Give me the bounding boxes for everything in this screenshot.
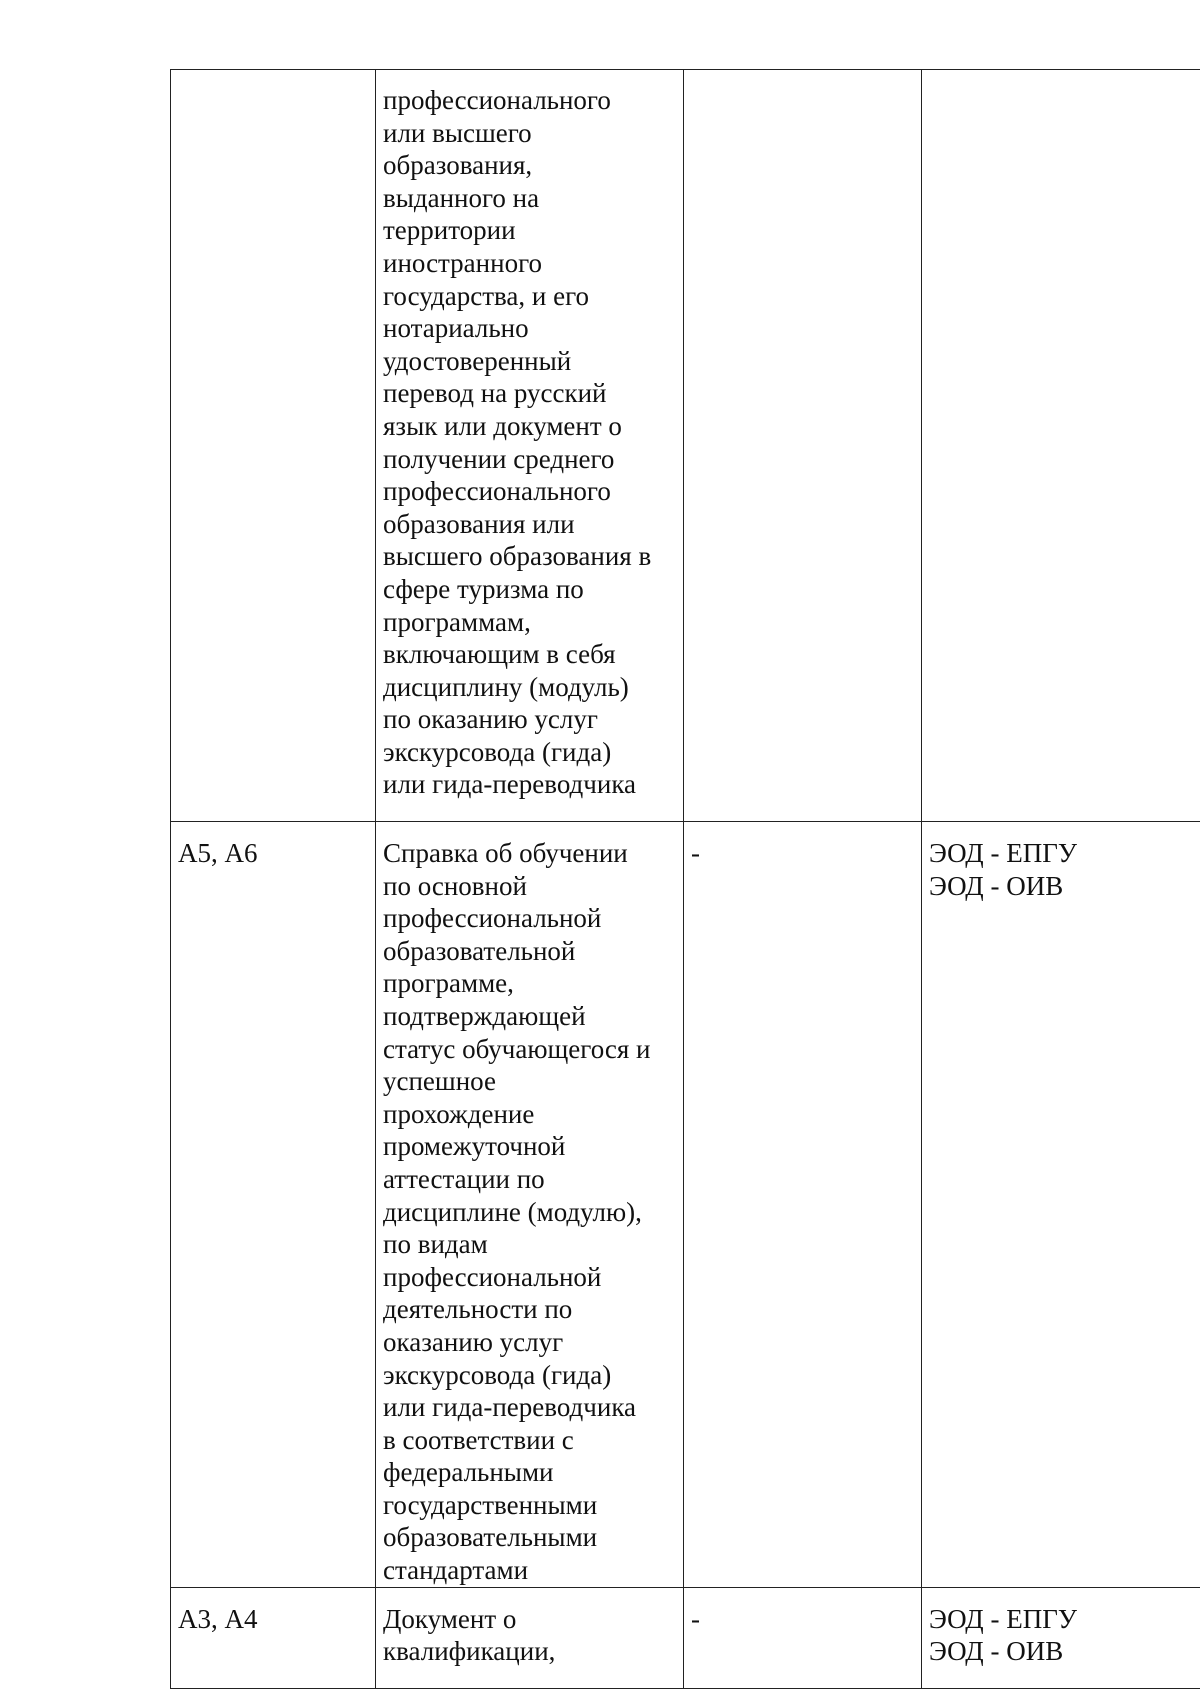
- text-line: ЭОД - ОИВ: [929, 870, 1064, 901]
- text-line: Документ о: [383, 1603, 517, 1634]
- table-cell-format: [922, 822, 1200, 1588]
- document-table: [170, 69, 1200, 1689]
- text-line: статус обучающегося и: [383, 1033, 651, 1064]
- text-line: деятельности по: [383, 1294, 573, 1325]
- text-line: профессионального: [383, 476, 611, 507]
- text-line: получении среднего: [383, 443, 615, 474]
- text-line: территории: [383, 215, 516, 246]
- text-line: язык или документ о: [383, 410, 622, 441]
- text-line: высшего образования в: [383, 541, 652, 572]
- text-line: включающим в себя: [383, 639, 616, 670]
- text-line: программам,: [383, 606, 531, 637]
- text-line: прохождение: [383, 1098, 535, 1129]
- text-line: профессиональной: [383, 903, 602, 934]
- text-line: сфере туризма по: [383, 573, 584, 604]
- text-line: образования или: [383, 508, 575, 539]
- text-line: экскурсовода (гида): [383, 736, 612, 767]
- text-line: государственными: [383, 1489, 598, 1520]
- table-cell-dash: [684, 70, 922, 822]
- text-line: дисциплине (модулю),: [383, 1196, 642, 1227]
- text-line: успешное: [383, 1066, 496, 1097]
- text-line: промежуточной: [383, 1131, 566, 1162]
- text-line: оказанию услуг: [383, 1326, 564, 1357]
- table-row: [171, 1587, 1200, 1688]
- text-line: Справка об обучении: [383, 838, 628, 868]
- table-row: [171, 70, 1200, 822]
- table-row: [171, 822, 1200, 1588]
- text-line: дисциплину (модуль): [383, 671, 629, 702]
- table-cell-format: [922, 70, 1200, 822]
- text-line: выданного на: [383, 182, 540, 213]
- text-line: по оказанию услуг: [383, 704, 598, 735]
- text-line: аттестации по: [383, 1163, 545, 1194]
- text-line: или высшего: [383, 117, 532, 148]
- text-line: ЭОД - ЕПГУ: [929, 1603, 1077, 1634]
- text-line: образовательной: [383, 935, 576, 966]
- text-line: профессиональной: [383, 1261, 602, 1292]
- text-line: перевод на русский: [383, 378, 607, 409]
- table-cell-code: А3, А4: [171, 1587, 376, 1688]
- text-line: подтверждающей: [383, 1000, 586, 1031]
- table-cell-dash: -: [684, 1587, 922, 1688]
- table-cell-code: А5, А6: [171, 822, 376, 1588]
- text-line: или гида-переводчика: [383, 769, 637, 800]
- text-line: квалификации,: [383, 1636, 556, 1667]
- table-cell-document: [376, 1587, 684, 1688]
- table-cell-document: [376, 70, 684, 822]
- text-line: образовательными: [383, 1522, 598, 1553]
- text-line: ЭОД - ОИВ: [929, 1636, 1064, 1667]
- table-cell-code: [171, 70, 376, 822]
- text-line: иностранного: [383, 247, 542, 278]
- text-line: образования,: [383, 150, 533, 181]
- table-cell-document: [376, 822, 684, 1588]
- text-line: профессионального: [383, 85, 611, 115]
- table-cell-dash: -: [684, 822, 922, 1588]
- text-line: ЭОД - ЕПГУ: [929, 838, 1077, 868]
- text-line: экскурсовода (гида): [383, 1359, 612, 1390]
- text-line: по основной: [383, 870, 527, 901]
- text-line: федеральными: [383, 1457, 554, 1488]
- text-line: программе,: [383, 968, 514, 999]
- table-cell-format: [922, 1587, 1200, 1688]
- text-line: государства, и его: [383, 280, 589, 311]
- text-line: по видам: [383, 1229, 488, 1260]
- text-line: удостоверенный: [383, 345, 572, 376]
- text-line: в соответствии с: [383, 1424, 574, 1455]
- text-line: или гида-переводчика: [383, 1392, 637, 1423]
- text-line: стандартами: [383, 1555, 529, 1586]
- text-line: нотариально: [383, 313, 529, 344]
